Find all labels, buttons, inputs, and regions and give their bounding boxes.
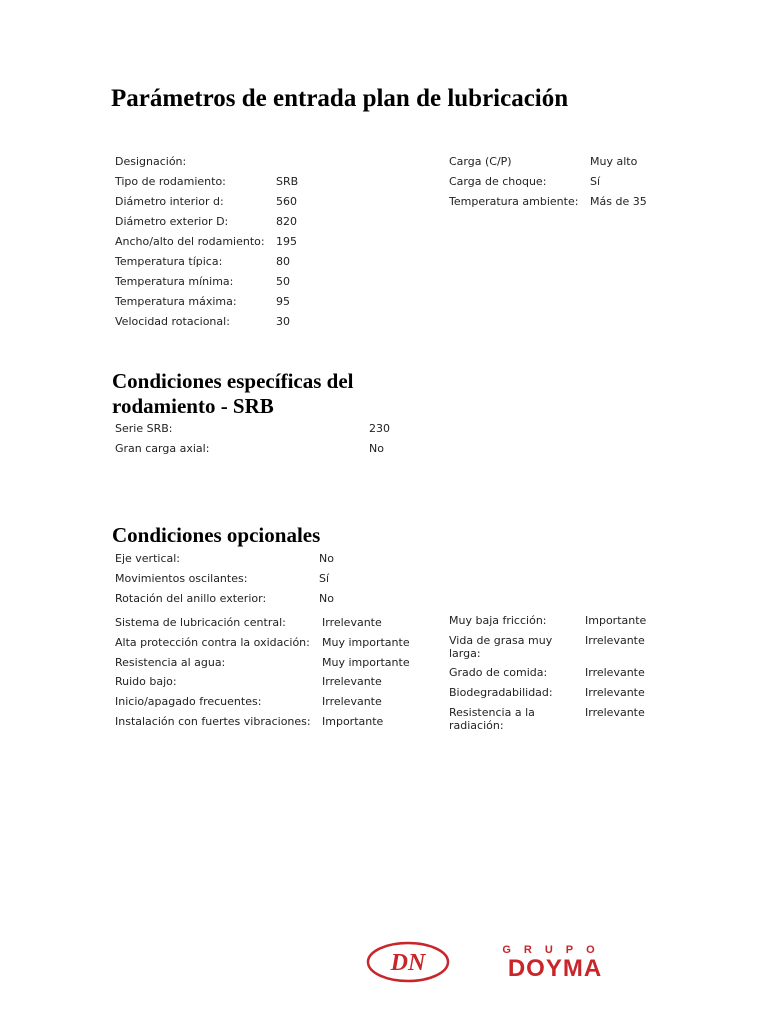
param-value: Más de 35 xyxy=(590,195,647,208)
param-value: SRB xyxy=(276,175,299,188)
param-value: 230 xyxy=(369,422,390,435)
param-label: Grado de comida: xyxy=(449,666,548,679)
param-label: Muy baja fricción: xyxy=(449,614,547,627)
param-value: Muy alto xyxy=(590,155,638,168)
param-label: Inicio/apagado frecuentes: xyxy=(115,695,262,708)
param-label: Temperatura típica: xyxy=(115,255,223,268)
param-value: Sí xyxy=(319,572,330,585)
param-label: Serie SRB: xyxy=(115,422,173,435)
param-label: Sistema de lubricación central: xyxy=(115,616,286,629)
specific-heading-line1: Condiciones específicas del xyxy=(112,369,354,393)
param-label: Designación: xyxy=(115,155,187,168)
param-label: Temperatura máxima: xyxy=(115,295,237,308)
param-label: Tipo de rodamiento: xyxy=(115,175,226,188)
param-value: Importante xyxy=(585,614,647,627)
param-label: Instalación con fuertes vibraciones: xyxy=(115,715,311,728)
param-label: Resistencia al agua: xyxy=(115,656,226,669)
param-label: Temperatura ambiente: xyxy=(449,195,579,208)
param-value: 30 xyxy=(276,315,290,328)
param-value: 195 xyxy=(276,235,297,248)
logo-mark-text: DN xyxy=(390,950,426,976)
param-label: Carga de choque: xyxy=(449,175,547,188)
param-value: 95 xyxy=(276,295,290,308)
param-value: Muy importante xyxy=(322,636,410,649)
param-label: Movimientos oscilantes: xyxy=(115,572,248,585)
logo-top-text: GRUPO xyxy=(502,944,608,956)
param-label: Temperatura mínima: xyxy=(115,275,234,288)
param-label: Rotación del anillo exterior: xyxy=(115,592,267,605)
param-label: Velocidad rotacional: xyxy=(115,315,230,328)
logo-brand-text: DOYMA xyxy=(507,955,603,982)
param-value: No xyxy=(369,442,384,455)
doyma-logo xyxy=(366,940,656,984)
param-value: No xyxy=(319,592,334,605)
param-label: Gran carga axial: xyxy=(115,442,210,455)
param-value: Muy importante xyxy=(322,656,410,669)
param-label: Biodegradabilidad: xyxy=(449,686,553,699)
param-value: No xyxy=(319,552,334,565)
optional-heading: Condiciones opcionales xyxy=(112,523,321,547)
param-value: Irrelevante xyxy=(322,695,382,708)
param-value: Irrelevante xyxy=(322,616,382,629)
param-label: Ancho/alto del rodamiento: xyxy=(115,235,265,248)
specific-heading xyxy=(112,369,354,419)
param-label: Vida de grasa muy larga: xyxy=(449,634,553,660)
param-value: Irrelevante xyxy=(585,666,645,679)
param-label: Ruido bajo: xyxy=(115,675,177,688)
param-label: Diámetro exterior D: xyxy=(115,215,229,228)
page-title: Parámetros de entrada plan de lubricación xyxy=(111,85,569,112)
param-value: Irrelevante xyxy=(585,686,645,699)
param-value: Sí xyxy=(590,175,601,188)
param-label: Carga (C/P) xyxy=(449,155,512,168)
param-label: Resistencia a la radiación: xyxy=(449,706,535,732)
param-value: 560 xyxy=(276,195,297,208)
param-value: Irrelevante xyxy=(585,706,645,719)
doyma-logo-mark xyxy=(366,940,656,984)
param-value: Importante xyxy=(322,715,384,728)
param-value: 820 xyxy=(276,215,297,228)
param-label: Eje vertical: xyxy=(115,552,180,565)
specific-heading-line2: rodamiento - SRB xyxy=(112,394,274,418)
param-value: Irrelevante xyxy=(585,634,645,647)
param-label: Alta protección contra la oxidación: xyxy=(115,636,310,649)
param-value: 80 xyxy=(276,255,290,268)
param-value: Irrelevante xyxy=(322,675,382,688)
param-value: 50 xyxy=(276,275,290,288)
param-label: Diámetro interior d: xyxy=(115,195,224,208)
